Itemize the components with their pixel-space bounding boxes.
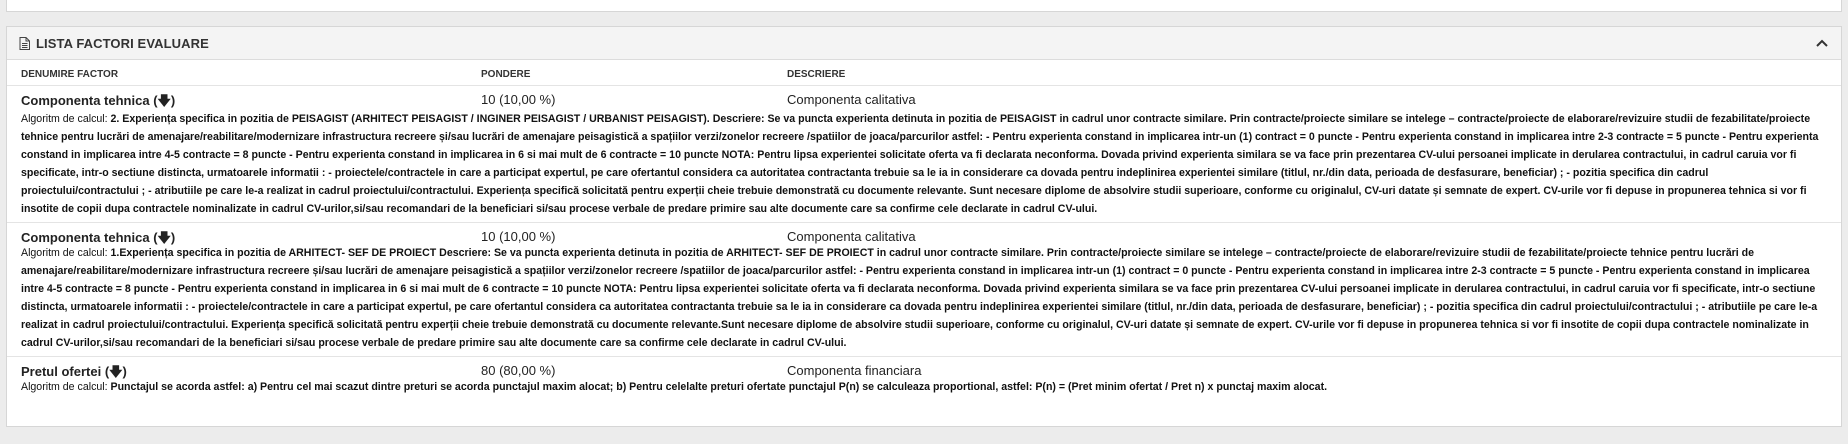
factor-row bbox=[7, 223, 1841, 357]
factor-weight: 10 (10,00 %) bbox=[481, 229, 556, 244]
factor-name[interactable] bbox=[21, 363, 127, 385]
algorithm-text: Punctajul se acorda astfel: a) Pentru cel mai scazut dintre preturi se acorda punctajul maxim alocat; b) Pentru celelalte preturi ofertate punctajul P(n) se calculeaza proportional, astfel: P(n) = (Pret minim ofertat / Pret n) x punctaj maxim alocat. bbox=[110, 381, 1328, 393]
factor-description: Componenta calitativa bbox=[787, 229, 916, 244]
previous-panel-edge bbox=[0, 0, 1848, 16]
factor-row bbox=[7, 357, 1841, 400]
factor-name-label: Componenta tehnica bbox=[21, 230, 150, 245]
factor-name-label: Componenta tehnica bbox=[21, 93, 150, 108]
previous-panel-bottom bbox=[6, 0, 1842, 12]
panel-title: LISTA FACTORI EVALUARE bbox=[36, 35, 209, 51]
algorithm-label: Algoritm de calcul: bbox=[21, 381, 108, 393]
evaluation-factors-panel bbox=[6, 26, 1842, 427]
panel-header bbox=[7, 27, 1841, 60]
sort-down-icon[interactable]: (🡇) bbox=[153, 93, 176, 108]
factor-weight: 80 (80,00 %) bbox=[481, 363, 556, 378]
algorithm-label: Algoritm de calcul: bbox=[21, 247, 108, 259]
factor-name-label: Pretul ofertei bbox=[21, 364, 102, 379]
collapse-button[interactable] bbox=[1813, 34, 1831, 52]
chevron-up-icon bbox=[1816, 34, 1828, 52]
factor-algorithm bbox=[21, 378, 1827, 396]
column-header-description: DESCRIERE bbox=[787, 69, 846, 80]
factor-weight: 10 (10,00 %) bbox=[481, 92, 556, 107]
panel-title-wrap bbox=[19, 36, 209, 51]
factor-name[interactable] bbox=[21, 92, 175, 114]
factor-header bbox=[7, 223, 1841, 244]
algorithm-text: 1.Experiența specifica in pozitia de ARHITECT- SEF DE PROIECT Descriere: Se va puncta experienta detinuta in pozitia de ARHITECT- SEF DE PROIECT in cadrul unor contracte similare. Prin contracte/proiecte similare se intelege – contracte/proiecte de elaborare/revizuire studii de fezabilitate/proiecte tehnice pentru lucrări de amenajare/reabilitare/modernizare infrastructura recreere și/sau lucrări de amenajare peisagistică a spațiilor verzi/zonelor recreere /spatiilor de joaca/parcurilor astfel: - Pentru experienta constand in implicarea intr-un (1) contract = 0 puncte - Pentru experienta constand in implicarea intre 2-3 contracte = 5 puncte - Pentru experienta constand in implicarea intre 4-5 contracte = 8 puncte - Pentru experienta constand in implicarea in 6 si mai mult de 6 contracte = 10 puncte NOTA: Pentru lipsa experientei solicitate oferta va fi declarata neconforma. Dovada privind experienta similara se va face prin prezentarea CV-ului persoanei implicate in derularea contractului, in cadrul caruia vor fi specificate, intr-o sectiune distincta, urmatoarele informatii : - proiectele/contractele in care a participat expertul, pe care ofertantul considera ca autoritatea contractanta trebuie sa le ia in considerare ca dovada pentru indeplinirea experientei similare (titlul, nr./din data, perioada de desfasurare, beneficiar) ; - pozitia specifica din cadrul proiectului/contractului ; - atributiile pe care le-a realizat in cadrul proiectului/contractului. Experiența specifică solicitată pentru experții cheie trebuie demonstrată cu documente relevante.Sunt necesare diplome de absolvire studii superioare, conforme cu originalul, CV-uri datate și semnate de expert. CV-urile vor fi depuse in propunerea tehnica si vor fi insotite de copii dupa contractele nominalizate in cadrul CV-urilor,si/sau recomandari de la beneficiari si/sau procese verbale de predare primire sau alte documente care sa confirme cele declarate in cadrul CV-ului. bbox=[21, 247, 1818, 349]
factor-algorithm bbox=[21, 107, 1827, 218]
algorithm-text: 2. Experiența specifica in pozitia de PEISAGIST (ARHITECT PEISAGIST / INGINER PEISAGIST / URBANIST PEISAGIST). Descriere: Se va puncta experienta detinuta in pozitia de PEISAGIST in cadrul unor contracte similare. Prin contracte/proiecte similare se intelege – contracte/proiecte de elaborare/revizuire studii de fezabilitate/proiecte tehnice pentru lucrări de amenajare/reabilitare/modernizare infrastructura recreere și/sau lucrări de amenajare peisagistică a spațiilor verzi/zonelor recreere /spatiilor de joaca/parcurilor astfel: - Pentru experienta constand in implicarea intr-un (1) contract = 0 puncte - Pentru experienta constand in implicarea intre 2-3 contracte = 5 puncte - Pentru experienta constand in implicarea intre 4-5 contracte = 8 puncte - Pentru experienta constand in implicarea in 6 si mai mult de 6 contracte = 10 puncte NOTA: Pentru lipsa experientei solicitate oferta va fi declarata neconforma. Dovada privind experienta similara se va face prin prezentarea CV-ului persoanei implicate in derularea contractului, in cadrul caruia vor fi specificate, intr-o sectiune distincta, urmatoarele informatii : - proiectele/contractele in care a participat expertul, pe care ofertantul considera ca autoritatea contractanta trebuie sa le ia in considerare ca dovada pentru indeplinirea experientei similare (titlul, nr./din data, perioada de desfasurare, beneficiar) ; - pozitia specifica din cadrul proiectului/contractului ; - atributiile pe care le-a realizat in cadrul proiectului/contractului. Experiența specifică solicitată pentru experții cheie trebuie demonstrată cu documente relevante. Sunt necesare diplome de absolvire studii superioare, conforme cu originalul, CV-uri datate și semnate de expert. CV-urile vor fi depuse in propunerea tehnica si vor fi insotite de copii dupa contractele nominalizate in cadrul CV-urilor,si/sau recomandari de la beneficiari si/sau procese verbale de predare primire sau alte documente care sa confirme cele declarate in cadrul CV-ului. bbox=[21, 113, 1819, 215]
sort-down-icon[interactable]: (🡇) bbox=[153, 230, 176, 245]
factor-description: Componenta financiara bbox=[787, 363, 922, 378]
factor-algorithm bbox=[21, 244, 1827, 352]
column-header-name: DENUMIRE FACTOR bbox=[21, 69, 119, 80]
factor-row bbox=[7, 86, 1841, 223]
factor-header bbox=[7, 86, 1841, 107]
column-headers bbox=[7, 60, 1841, 86]
column-header-weight: PONDERE bbox=[481, 69, 531, 80]
document-icon bbox=[19, 37, 30, 50]
factor-header bbox=[7, 357, 1841, 378]
sort-down-icon[interactable]: (🡇) bbox=[104, 364, 127, 379]
algorithm-label: Algoritm de calcul: bbox=[21, 113, 108, 125]
factor-description: Componenta calitativa bbox=[787, 92, 916, 107]
factor-name[interactable] bbox=[21, 229, 175, 251]
